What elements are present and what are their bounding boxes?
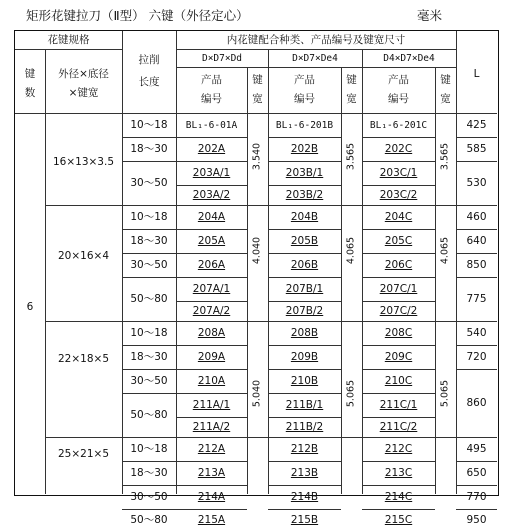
broach-length-cell: 30～50: [130, 490, 168, 503]
row-divider: [176, 417, 247, 418]
row-divider: [122, 369, 176, 370]
row-divider: [122, 485, 176, 486]
product-code-a: 209A: [197, 350, 226, 363]
header-kw-c-2: 宽: [440, 93, 451, 105]
header-kw-a-2: 宽: [252, 93, 263, 105]
row-divider: [176, 369, 247, 370]
header-dims-2: ×键宽: [68, 87, 99, 99]
row-divider: [362, 393, 435, 394]
product-code-c: 204C: [384, 210, 413, 223]
row-divider: [268, 345, 341, 346]
product-code-c: 210C: [384, 374, 413, 387]
group-divider: [45, 321, 497, 322]
row-divider: [456, 229, 497, 230]
row-divider: [122, 277, 176, 278]
broach-length-cell: 50～80: [130, 292, 168, 305]
product-code-c: 211C/2: [379, 420, 418, 433]
row-divider: [362, 277, 435, 278]
product-code-a: 205A: [197, 234, 226, 247]
row-divider: [456, 345, 497, 346]
grid-line: [456, 31, 457, 494]
grid-line: [362, 49, 363, 494]
row-divider: [176, 161, 247, 162]
row-divider: [122, 345, 176, 346]
length-L-cell: 460: [466, 210, 487, 223]
header-key-count-1: 键: [24, 68, 36, 80]
product-code-a: 211A/2: [192, 420, 231, 433]
length-L-cell: 425: [466, 118, 487, 131]
row-divider: [122, 161, 176, 162]
product-code-a: 212A: [197, 442, 226, 455]
product-code-b: 204B: [290, 210, 319, 223]
grid-line: [176, 49, 456, 50]
product-code-a: 215A: [197, 513, 226, 526]
product-code-c: 202C: [384, 142, 413, 155]
row-divider: [268, 229, 341, 230]
product-code-b: 206B: [290, 258, 319, 271]
row-divider: [176, 137, 247, 138]
length-L-cell: 720: [466, 350, 487, 363]
row-divider: [362, 509, 435, 510]
header-key-count-2: 数: [24, 87, 36, 99]
kw-g2-c: 4.065: [439, 236, 451, 265]
row-divider: [268, 417, 341, 418]
header-prod-a-1: 产品: [201, 74, 222, 86]
row-divider: [122, 393, 176, 394]
product-code-a: BL₁-6-01A: [185, 119, 238, 131]
row-divider: [176, 461, 247, 462]
product-code-c: 213C: [384, 466, 413, 479]
product-code-a: 207A/1: [192, 282, 231, 295]
grid-line: [247, 67, 248, 494]
length-L-cell: 640: [466, 234, 487, 247]
product-code-b: 207B/1: [285, 282, 324, 295]
product-code-c: 207C/2: [379, 304, 418, 317]
product-code-b: 213B: [290, 466, 319, 479]
row-divider: [176, 301, 247, 302]
product-code-a: 214A: [197, 490, 226, 503]
header-prod-b-1: 产品: [294, 74, 315, 86]
row-divider: [456, 461, 497, 462]
row-divider: [268, 253, 341, 254]
product-code-a: 213A: [197, 466, 226, 479]
document-title: [0, 4, 517, 26]
header-spline-spec: 花键规格: [47, 34, 90, 46]
row-divider: [122, 137, 176, 138]
grid-line: [45, 49, 46, 494]
broach-length-cell: 18～30: [130, 142, 168, 155]
row-divider: [362, 161, 435, 162]
product-code-c: BL₁-6-201C: [369, 119, 428, 131]
broach-table: [14, 30, 499, 526]
grid-line: [122, 31, 123, 494]
length-L-cell: 495: [466, 442, 487, 455]
product-code-c: 209C: [384, 350, 413, 363]
header-prod-a-2: 编号: [201, 93, 222, 105]
row-divider: [268, 393, 341, 394]
row-divider: [268, 369, 341, 370]
product-code-c: 212C: [384, 442, 413, 455]
row-divider: [362, 417, 435, 418]
grid-line: [341, 67, 342, 494]
row-divider: [176, 253, 247, 254]
group-dims-4: 25×21×5: [58, 448, 109, 460]
row-divider: [122, 461, 176, 462]
product-code-a: 204A: [197, 210, 226, 223]
row-divider: [456, 253, 497, 254]
group-divider: [45, 437, 497, 438]
header-prod-c-1: 产品: [388, 74, 409, 86]
group-dims-1: 16×13×3.5: [52, 156, 115, 168]
kw-g1-a: 3.540: [251, 142, 263, 171]
broach-length-cell: 30～50: [130, 258, 168, 271]
broach-length-cell: 50～80: [130, 408, 168, 421]
product-code-c: 214C: [384, 490, 413, 503]
product-code-a: 202A: [197, 142, 226, 155]
row-divider: [268, 301, 341, 302]
row-divider: [268, 185, 341, 186]
header-fit-types: 内花键配合种类、产品编号及键宽尺寸: [226, 34, 406, 46]
header-prod-c-2: 编号: [388, 93, 409, 105]
broach-length-cell: 30～50: [130, 176, 168, 189]
row-divider: [176, 185, 247, 186]
product-code-b: 209B: [290, 350, 319, 363]
unit-label: 毫米: [417, 8, 443, 23]
row-divider: [122, 253, 176, 254]
product-code-c: 203C/1: [379, 166, 418, 179]
product-code-c: 215C: [384, 513, 413, 526]
product-code-a: 207A/2: [192, 304, 231, 317]
group-dims-3: 22×18×5: [58, 353, 109, 365]
row-divider: [122, 229, 176, 230]
header-broach-len-1: 拉削: [138, 54, 160, 66]
product-code-c: 207C/1: [379, 282, 418, 295]
header-dims-1: 外径×底径: [58, 68, 109, 80]
kw-g2-b: 4.065: [345, 236, 357, 265]
row-divider: [362, 369, 435, 370]
row-divider: [122, 509, 176, 510]
grid-line: [15, 49, 122, 50]
row-divider: [176, 393, 247, 394]
table-title: 矩形花键拉刀（Ⅱ型） 六键（外径定心）: [26, 8, 249, 23]
row-divider: [268, 461, 341, 462]
grid-line: [15, 113, 497, 114]
header-fit-1: D×D7×Dd: [201, 53, 243, 64]
header-fit-2: D×D7×De4: [292, 53, 338, 64]
product-code-c: 203C/2: [379, 188, 418, 201]
product-code-b: BL₁-6-201B: [275, 119, 334, 131]
product-code-b: 207B/2: [285, 304, 324, 317]
row-divider: [456, 485, 497, 486]
row-divider: [362, 485, 435, 486]
product-code-c: 208C: [384, 326, 413, 339]
length-L-cell: 860: [466, 396, 487, 409]
row-divider: [456, 161, 497, 162]
length-L-cell: 650: [466, 466, 487, 479]
row-divider: [268, 485, 341, 486]
length-L-cell: 770: [466, 490, 487, 503]
product-code-a: 208A: [197, 326, 226, 339]
kw-g3-c: 5.065: [439, 379, 451, 408]
grid-line: [435, 67, 436, 494]
header-kw-b-2: 宽: [346, 93, 357, 105]
length-L-cell: 775: [466, 292, 487, 305]
row-divider: [176, 509, 247, 510]
product-code-b: 211B/1: [285, 398, 324, 411]
kw-g2-a: 4.040: [251, 236, 263, 265]
row-divider: [362, 461, 435, 462]
broach-length-cell: 30～50: [130, 374, 168, 387]
row-divider: [176, 345, 247, 346]
table-grid: [15, 31, 497, 526]
row-divider: [456, 137, 497, 138]
header-broach-len-2: 长度: [138, 76, 160, 88]
product-code-c: 211C/1: [379, 398, 418, 411]
header-L: L: [473, 68, 480, 80]
broach-length-cell: 10～18: [130, 326, 168, 339]
row-divider: [362, 253, 435, 254]
row-divider: [456, 369, 497, 370]
header-kw-b-1: 键: [346, 74, 357, 86]
product-code-b: 210B: [290, 374, 319, 387]
row-divider: [268, 137, 341, 138]
product-code-b: 205B: [290, 234, 319, 247]
header-kw-c-1: 键: [440, 74, 451, 86]
key-count-cell: 6: [26, 301, 34, 313]
product-code-b: 215B: [290, 513, 319, 526]
row-divider: [268, 509, 341, 510]
row-divider: [362, 229, 435, 230]
product-code-b: 211B/2: [285, 420, 324, 433]
kw-g1-c: 3.565: [439, 142, 451, 171]
product-code-a: 203A/2: [192, 188, 231, 201]
product-code-a: 206A: [197, 258, 226, 271]
header-fit-3: D4×D7×De4: [383, 53, 435, 64]
product-code-b: 203B/1: [285, 166, 324, 179]
grid-line: [176, 31, 177, 494]
group-divider: [45, 205, 497, 206]
row-divider: [176, 229, 247, 230]
product-code-b: 203B/2: [285, 188, 324, 201]
header-kw-a-1: 键: [252, 74, 263, 86]
product-code-c: 205C: [384, 234, 413, 247]
group-dims-2: 20×16×4: [58, 250, 109, 262]
product-code-a: 203A/1: [192, 166, 231, 179]
product-code-a: 211A/1: [192, 398, 231, 411]
grid-line: [268, 49, 269, 494]
product-code-b: 214B: [290, 490, 319, 503]
row-divider: [362, 345, 435, 346]
header-prod-b-2: 编号: [294, 93, 315, 105]
product-code-a: 210A: [197, 374, 226, 387]
row-divider: [456, 509, 497, 510]
row-divider: [176, 485, 247, 486]
product-code-b: 202B: [290, 142, 319, 155]
row-divider: [362, 301, 435, 302]
kw-g3-a: 5.040: [251, 379, 263, 408]
length-L-cell: 585: [466, 142, 487, 155]
broach-length-cell: 18～30: [130, 350, 168, 363]
product-code-c: 206C: [384, 258, 413, 271]
broach-length-cell: 10～18: [130, 442, 168, 455]
grid-line: [176, 67, 456, 68]
broach-length-cell: 10～18: [130, 118, 168, 131]
kw-g3-b: 5.065: [345, 379, 357, 408]
row-divider: [268, 161, 341, 162]
row-divider: [456, 277, 497, 278]
broach-length-cell: 10～18: [130, 210, 168, 223]
length-L-cell: 850: [466, 258, 487, 271]
row-divider: [362, 137, 435, 138]
row-divider: [176, 277, 247, 278]
broach-length-cell: 50～80: [130, 513, 168, 526]
product-code-b: 212B: [290, 442, 319, 455]
row-divider: [268, 277, 341, 278]
length-L-cell: 530: [466, 176, 487, 189]
broach-length-cell: 18～30: [130, 234, 168, 247]
product-code-b: 208B: [290, 326, 319, 339]
row-divider: [362, 185, 435, 186]
length-L-cell: 540: [466, 326, 487, 339]
kw-g1-b: 3.565: [345, 142, 357, 171]
length-L-cell: 950: [466, 513, 487, 526]
broach-length-cell: 18～30: [130, 466, 168, 479]
